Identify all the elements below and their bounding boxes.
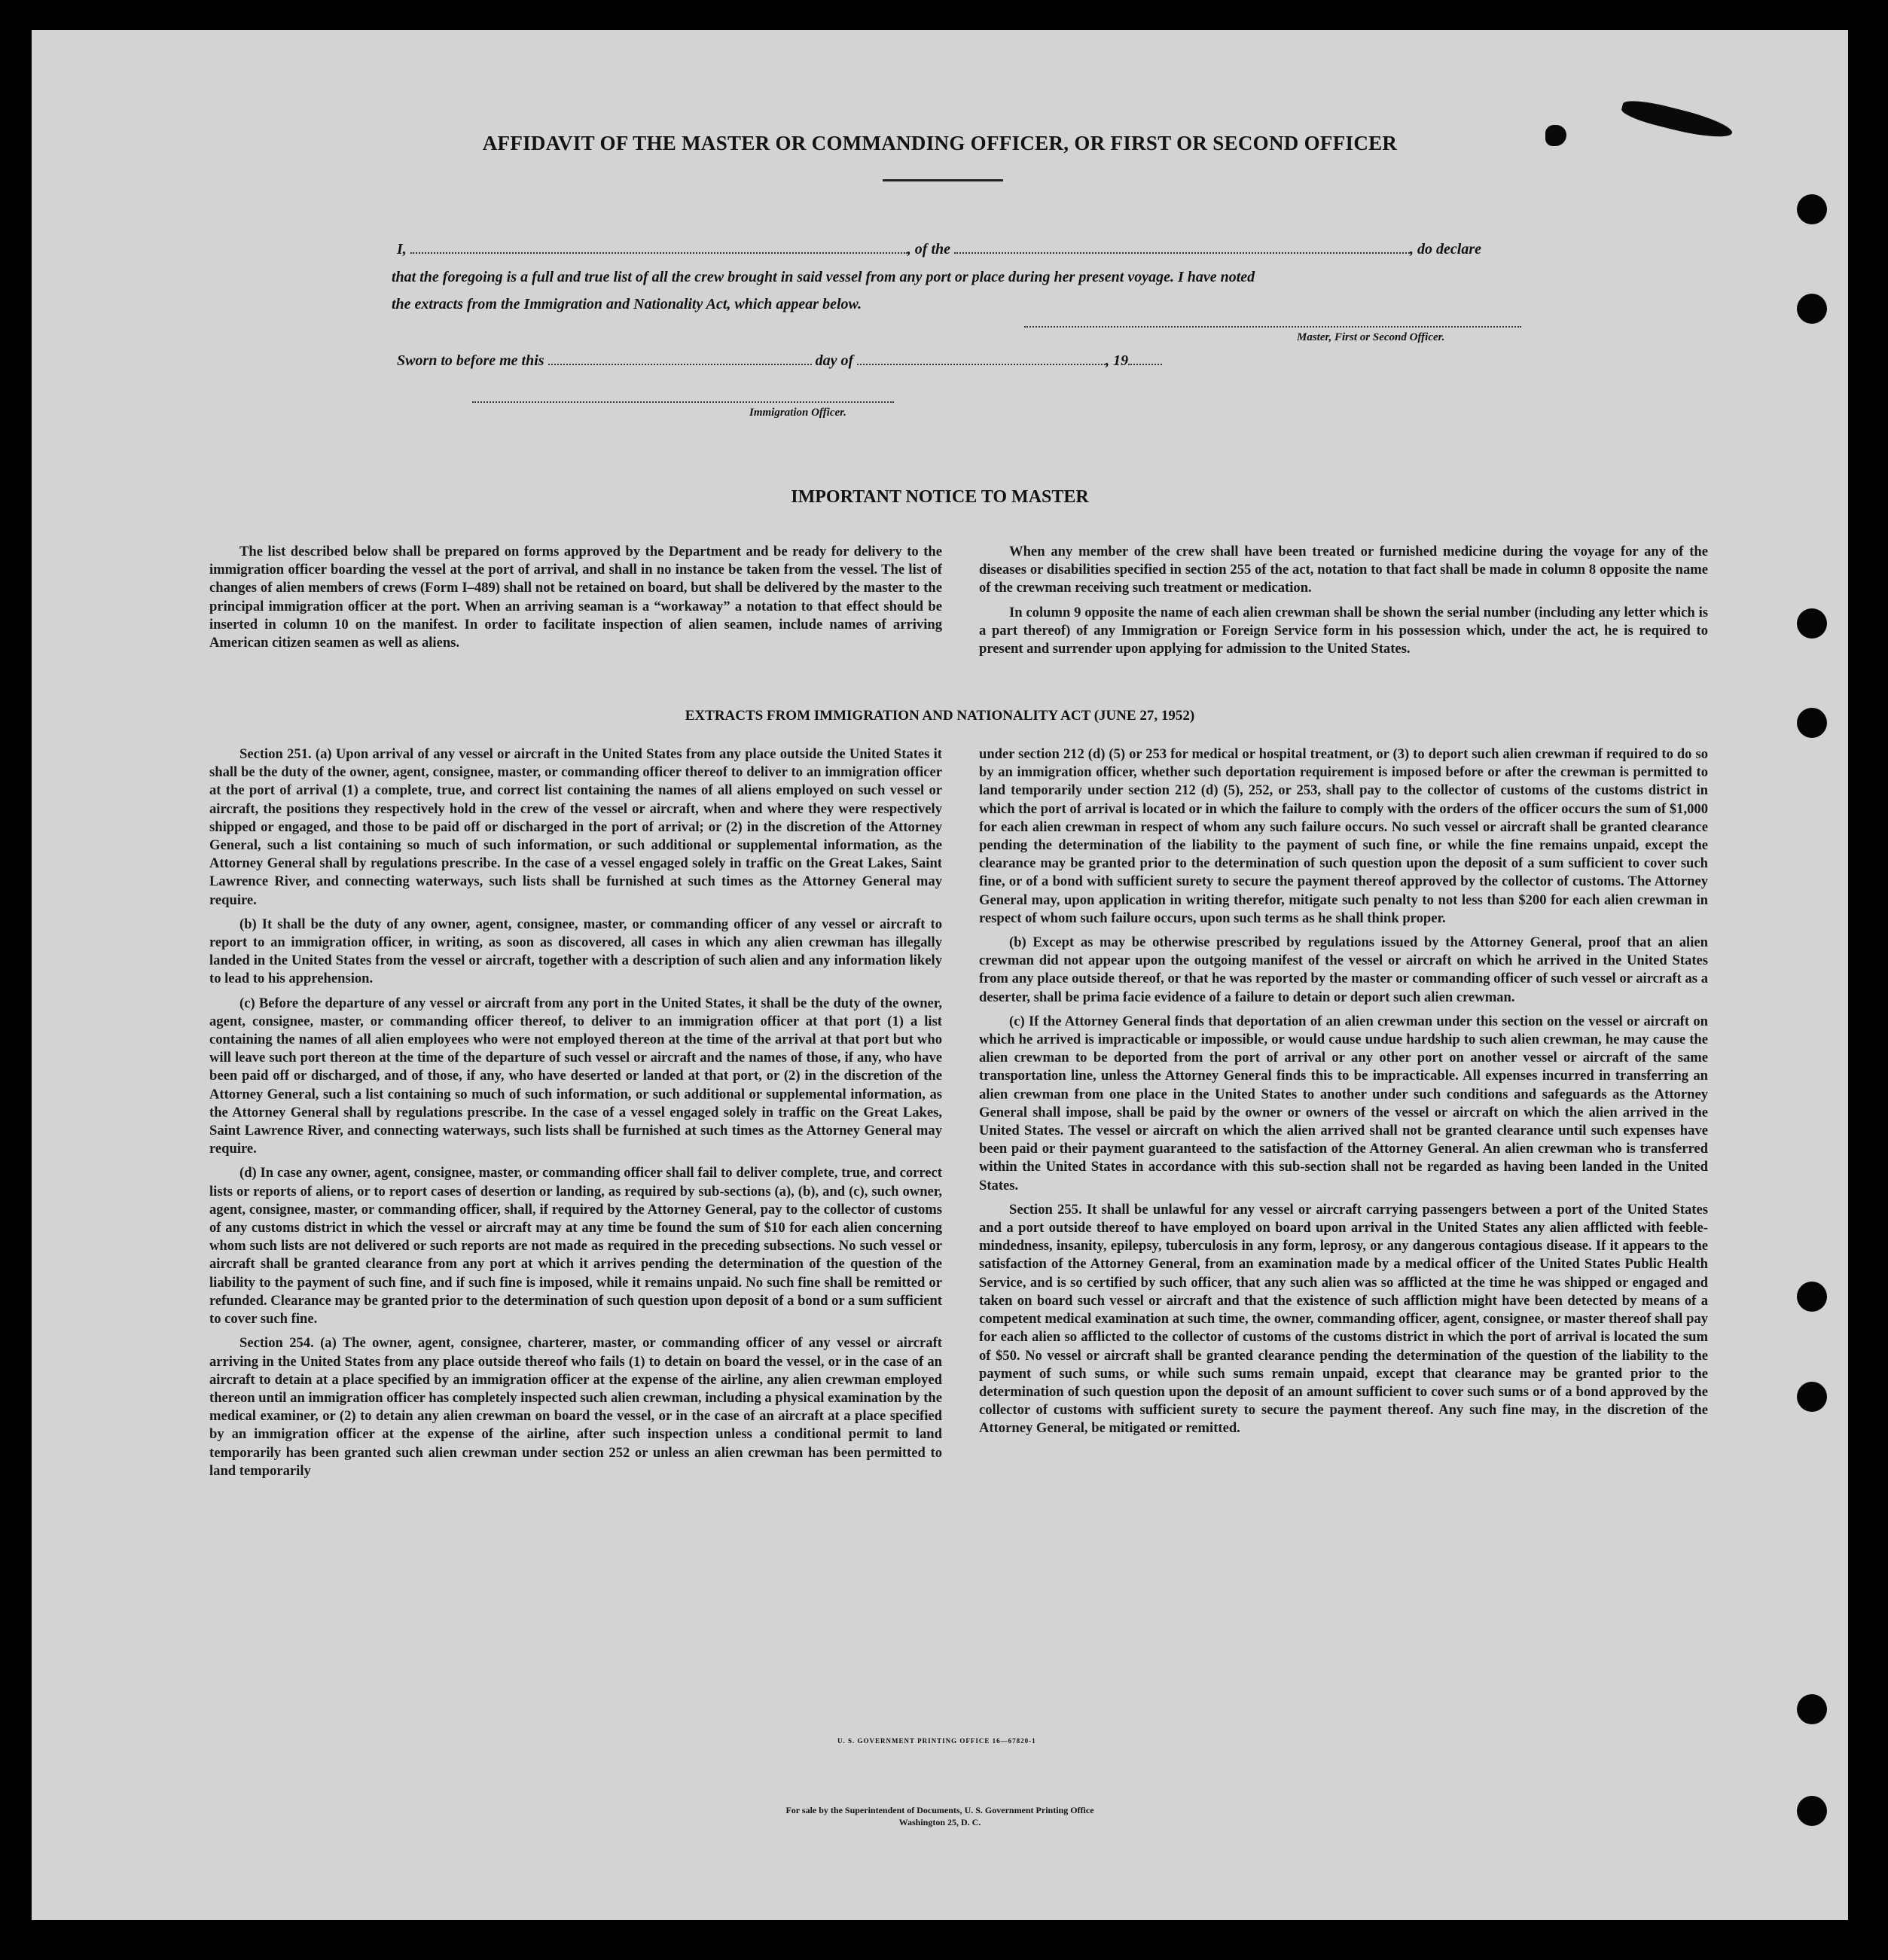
- section-254-c: (c) If the Attorney General finds that deportation of an alien crewman under this section on the vessel or aircraft on which he arrived is impracticable or impossible, or would cause undue hardship to such alien crewman, he may cause the alien crewman to be deported from the port of arrival or any other port on another vessel or aircraft of the same transportation line, unless the Attorney General finds this to be impracticable. All expenses incurred in transferring an alien crewman from one place in the United States to another under such conditions and safeguards as the Attorney General shall impose, shall be paid by the owner or owners of the vessel or aircraft on which the alien arrived in the United States. The vessel or aircraft on which the alien arrived shall not be granted clearance until such expenses have been paid or their payment guaranteed to the satisfaction of the Attorney General. An alien crewman who is transferred within the United States in accordance with this sub-section shall not be regarded as having been landed in the United States.: [979, 1013, 1708, 1193]
- section-254-a: Section 254. (a) The owner, agent, consignee, charterer, master, or commanding officer of any vessel or aircraft arriving in the United States from any place outside thereof who fails (1) to detain on board the vessel, or in the case of an aircraft to detain at a place specified by an immigration officer at the expense of the airline, any alien crewman employed thereon until an immigration officer has completely inspected such alien crewman, including a physical examination by the medical examiner, or (2) to detain any alien crewman on board the vessel, or in the case of an aircraft at a place specified by an immigration officer at the expense of the airline, after such inspection unless a conditional permit to land temporarily has been granted such alien crewman under section 252 or unless an alien crewman has been permitted to land temporarily: [209, 1335, 942, 1479]
- officer-signature-caption: Immigration Officer.: [749, 407, 846, 419]
- section-251-b: (b) It shall be the duty of any owner, agent, consignee, master, or commanding officer of any vessel or aircraft to report to an immigration officer, in writing, as soon as discovered, all cases in which any alien crewman has illegally landed in the United States from the vessel or aircraft, together with a description of such alien and any information likely to lead to his apprehension.: [209, 916, 942, 987]
- sales-footer: [32, 1804, 1848, 1828]
- title-rule: [883, 179, 1003, 181]
- declarant-name-field[interactable]: [410, 248, 907, 254]
- day-of-label: day of: [815, 352, 854, 369]
- sworn-line: [397, 352, 1162, 370]
- binder-hole: [1797, 708, 1827, 738]
- sales-footer-line-1: For sale by the Superintendent of Documents, U. S. Government Printing Office: [785, 1805, 1094, 1815]
- section-251-a: Section 251. (a) Upon arrival of any vessel or aircraft in the United States from any place outside the United States it shall be the duty of the owner, agent, consignee, master, or commanding officer thereof to deliver to an immigration officer at the port of arrival (1) a complete, true, and correct list containing the names of all aliens employed on such vessel or aircraft, the positions they respectively hold in the crew of the vessel or aircraft, when and where they were respectively shipped or engaged, and those to be paid off or discharged in the port of arrival; or (2) in the discretion of the Attorney General, such a list containing so much of such information, or such additional or supplemental information, as the Attorney General shall by regulations prescribe. In the case of a vessel engaged solely in traffic on the Great Lakes, Saint Lawrence River, and connecting waterways, such lists shall be furnished at such times as the Attorney General may require.: [209, 746, 942, 908]
- extracts-right-column: [979, 745, 1708, 1444]
- year-label: , 19: [1106, 352, 1129, 369]
- notice-right-paragraph-2: In column 9 opposite the name of each alien crewman shall be shown the serial number (including any letter which is a part thereof) of any Immigration or Foreign Service form in his possession which, under the act, he is required to present and surrender upon applying for admission to the United States.: [979, 604, 1708, 657]
- section-255: Section 255. It shall be unlawful for any vessel or aircraft carrying passengers between a port of the United States and a port outside thereof to have employed on board upon arrival in the United States any alien afflicted with feeble-mindedness, insanity, epilepsy, tuberculosis in any form, leprosy, or any dangerous contagious disease. If it appears to the satisfaction of the Attorney General, from an examination made by a medical officer of the United States Public Health Service, and is so certified by such officer, that any such alien was so afflicted at the time he was shipped or engaged and taken on board such vessel or aircraft and that the existence of such affliction might have been detected by means of a competent medical examination at such time, the owner, commanding officer, agent, consignee, or master thereof shall pay for each alien so afflicted to the collector of customs of the customs district in which the port of arrival is located the sum of $50. No vessel or aircraft shall be granted clearance pending the determination of the question of the liability to the payment of such sums, or while such sums remain unpaid, except that clearance may be granted prior to the determination of such question upon the deposit of an amount sufficient to cover such sums or of a bond approved by the collector of customs with sufficient surety to secure the payment thereof. Any such fine may, in the discretion of the Attorney General, be mitigated or remitted.: [979, 1201, 1708, 1437]
- sales-footer-line-2: Washington 25, D. C.: [898, 1817, 981, 1827]
- extracts-left-column: [209, 745, 942, 1486]
- section-254-b: (b) Except as may be otherwise prescribed by regulations issued by the Attorney General, proof that an alien crewman did not appear upon the outgoing manifest of the vessel or aircraft on which he arrived in the United States from any place outside thereof, or that he was reported by the master or commanding officer of such vessel or aircraft as a deserter, shall be prima facie evidence of a failure to detain or deport such alien crewman.: [979, 934, 1708, 1005]
- vessel-label: , of the: [907, 241, 951, 258]
- notice-left-column: [209, 543, 942, 658]
- section-254-a-continued: under section 212 (d) (5) or 253 for medical or hospital treatment, or (3) to deport such alien crewman if required to do so by an immigration officer, whether such deportation requirement is imposed before or after the crewman is permitted to land temporarily under section 212 (d) (5), 252, or 253, shall pay to the collector of customs of the customs district in which the port of arrival is located or in which the failure to comply with the orders of the officer occurs the sum of $1,000 for each alien crewman in respect of whom any such failure occurs. No such vessel or aircraft shall be granted clearance pending the determination of the liability to the payment of such fine, or while the fine remains unpaid, except the clearance may be granted prior to the determination of such question upon the deposit of a sum sufficient to cover such fine, or of a bond with sufficient surety to secure the payment thereof approved by the collector of customs. The Attorney General may, upon application in writing therefor, mitigate such penalty to not less than $200 for each alien crewman in respect of whom such failure occurs, upon such terms as he shall think proper.: [979, 746, 1708, 926]
- printing-office-imprint: U. S. GOVERNMENT PRINTING OFFICE 16—67820-1: [837, 1737, 1036, 1745]
- declare-label: , do declare: [1410, 241, 1481, 258]
- binder-hole: [1797, 1282, 1827, 1312]
- declarant-label: I,: [397, 241, 407, 258]
- affidavit-title: AFFIDAVIT OF THE MASTER OR COMMANDING OFFICER, OR FIRST OR SECOND OFFICER: [482, 132, 1398, 154]
- sworn-label: Sworn to before me this: [397, 352, 544, 369]
- binder-hole: [1797, 1382, 1827, 1412]
- binder-hole: [1797, 608, 1827, 639]
- binder-hole: [1797, 1796, 1827, 1826]
- binder-hole: [1797, 294, 1827, 324]
- notice-right-column: [979, 543, 1708, 664]
- binder-hole: [1797, 194, 1827, 224]
- declaration-line-1: [397, 241, 1481, 258]
- notice-left-paragraph: The list described below shall be prepared on forms approved by the Department and be ready for delivery to the immigration officer boarding the vessel at the port of arrival, and shall in no instance be taken from the vessel. The list of changes of alien members of crews (Form I–489) shall not be retained on board, but shall be delivered by the master to the principal immigration officer at the port. When an arriving seaman is a “workaway” a notation to that effect should be inserted in column 10 on the manifest. In order to facilitate inspection of alien seamen, include names of arriving American citizen seamen as well as aliens.: [209, 544, 942, 651]
- form-page: [32, 30, 1848, 1920]
- sworn-day-field[interactable]: [548, 359, 812, 365]
- vessel-name-field[interactable]: [954, 248, 1410, 254]
- notice-right-paragraph-1: When any member of the crew shall have been treated or furnished medicine during the voyage for any of the diseases or disabilities specified in section 255 of the act, notation to that fact shall be made in column 8 opposite the name of the crewman receiving such treatment or medication.: [979, 544, 1708, 596]
- declaration-line-2: that the foregoing is a full and true list of all the crew brought in said vessel from any port or place during her present voyage. I have noted: [392, 269, 1255, 285]
- officer-signature-line[interactable]: [472, 401, 894, 403]
- master-signature-caption: Master, First or Second Officer.: [1297, 331, 1445, 343]
- section-251-c: (c) Before the departure of any vessel or aircraft from any port in the United States, it shall be the duty of the owner, agent, consignee, master, or commanding officer thereof, to deliver to an immigration officer at that port (1) a list containing the names of all alien employees who were not employed thereon at the time of the arrival at that port but who will leave such port thereon at the time of the departure of such vessel or aircraft and the names of those, if any, who have been paid off or discharged, and of those, if any, who have deserted or landed at that port, or (2) in the discretion of the Attorney General, such a list containing so much of such information, or such additional or supplemental information, as the Attorney General shall by regulations prescribe. In the case of a vessel engaged solely in traffic on the Great Lakes, Saint Lawrence River, and connecting waterways, such lists shall be furnished at such times as the Attorney General may require.: [209, 995, 942, 1157]
- sworn-year-field[interactable]: [1128, 359, 1162, 365]
- section-251-d: (d) In case any owner, agent, consignee, master, or commanding officer shall fail to deliver complete, true, and correct lists or reports of aliens, or to report cases of desertion or landing, as required by sub-sections (a), (b), and (c), such owner, agent, consignee, master, or commanding officer, shall, if required by the Attorney General, pay to the collector of customs of any customs district in which the vessel or aircraft may at any time be found the sum of $10 for each alien concerning whom such lists are not delivered or such reports are not made as required in the preceding subsections. No such vessel or aircraft shall be granted clearance from any port at which it arrives pending the determination of the question of the liability to the payment of such fine, and if such fine is imposed, while it remains unpaid. No such fine shall be remitted or refunded. Clearance may be granted prior to the determination of such question upon deposit of a bond or a sum sufficient to cover such fine.: [209, 1165, 942, 1327]
- declaration-line-3: the extracts from the Immigration and Nationality Act, which appear below.: [392, 296, 862, 312]
- sworn-month-field[interactable]: [857, 359, 1106, 365]
- master-signature-line[interactable]: [1024, 326, 1521, 328]
- notice-heading: IMPORTANT NOTICE TO MASTER: [791, 487, 1089, 507]
- binder-hole: [1797, 1694, 1827, 1724]
- extracts-heading: EXTRACTS FROM IMMIGRATION AND NATIONALITY ACT (JUNE 27, 1952): [685, 708, 1195, 724]
